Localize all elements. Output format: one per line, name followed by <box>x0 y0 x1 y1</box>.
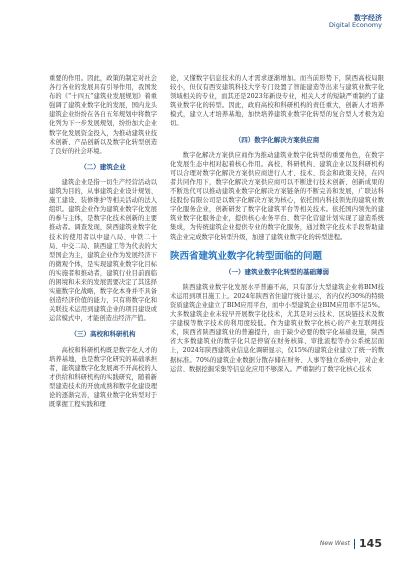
right-para-2: 数字化解决方案供应商作为推动建筑业数字化转型的重要角色，在数字化发展生态中相对起着核心作用。高校、科研机构、建筑企业以及科研机构可以合理对数字化解决方案供应商进行人才、技术、资金和政策支持，在四者共同作用下，数字化解决方案供应商可以不断进行技术创新、创新成果的不断迭代可以推动建筑业数字化解决方案链条的不断完善和发展，广联达科技股份有限公司是以数字化解决方案为核心，依托国内科技领先的建筑业数字化服务企业，创新研发了数字化建筑平台等相关技术。依托国内领先的建筑业数字化服务企业，提供核心业务平台、数字化营建计划实现了建造系统集成，为传统建筑企业提供专业的数字化服务，通过数字化技术手段帮助建筑企业完成数字化转型升级，加速了建筑业数字化的转型进程。 <box>170 151 384 241</box>
journal-name: New West <box>319 540 351 547</box>
left-para-3: 高校和科研机构既是数字化人才的培养基地，也是数字化研究的基础承担者，能筑建数字化发展离不开高校的人才供给和科研机构的实践研究，随着新型建造技术的开放成熟和数字化建设理论的逐渐完善，建筑业数字化转型对于既掌握工程实践和理 <box>49 346 157 409</box>
page-footer <box>320 537 382 550</box>
section-header-en: Digital Economy <box>328 21 382 30</box>
left-para-2: 建筑企业是指一切生产经营活动以建筑为目的，从事建筑企业设计规划、施工建设、装修维护等相关活动的法人组织。建筑企业作为建筑业数字化发展的参与主体，是数字化技术创新的主要推动者。调查发现，陕西建筑业数字化技术的使用者以中建八局、中铁二十局、中交二局、陕西建工等为代表的大型国企为主，建筑企业作为发展经济下的微观个体，是实现建筑业数字化目标的实施者和推动者，建筑行业目前面临的困境和未来的发展需要决定了其选择实施数字化战略，数字化本身并不具备创造经济价值的能力，只有将数字化和关联技术运用到建筑企业的项目建设或运营模式中，才能创造出经济产值。 <box>49 178 157 323</box>
footer-divider <box>354 539 355 549</box>
left-column <box>49 74 157 409</box>
section-header <box>329 14 382 30</box>
right-column <box>170 74 384 374</box>
page-number: 145 <box>359 537 382 550</box>
subheading-universities: （三）高校和科研机构 <box>70 330 136 339</box>
section-title-problems: 陕西省建筑业数字化转型面临的问题 <box>170 250 323 262</box>
subheading-solution-providers: （四）数字化解决方案供应商 <box>234 135 320 144</box>
subheading-weak-foundation: （一）建筑业数字化转型的基础薄弱 <box>225 267 329 276</box>
right-para-3: 陕西建筑业数字化发展水平普遍不高，只有部分大型建筑企业将BIM技术运用到项目施工上。2024年陕西省住建厅统计显示，省内仅约30%的特级资质建筑企业建立了BIM应用平台，而中小型建筑企业BIM应用率不足5%。大多数建筑企业未较早开展数字化技术，尤其是对云技术、区块链技术及数字建模等数字技术的利用度较低。作为建筑业数字化核心的产业互联网技术，陕西省陕西建筑业的普遍提升，由于缺少必要的数字化基础设施，陕西省大多数建筑业的数字化只是停留在财务核算、审批流程等办公系统层面上，2024年陕西建筑业信息化调研显示，仅15%的建筑企业建立了统一的数据标准。70%的建筑企业数据分散存储在财务、人事等独立系统中，对企业运营、数据挖掘采集等信息化应用不够深入。严重制约了数字化核心技术 <box>170 283 384 373</box>
left-para-1: 重要的作用。因此，政策的制定对社会各行各业的发展具有引导作用，我国发布的《“十四五”建筑业发展规划》着重强调了建筑业数字化的发展，国内龙头建筑企业纷纷在各自五年规划中将数字化列为下一步发展规划，纷纷加大企业数字化发展资金投入，为推动建筑业技术创新、产品创新以及数字化转型创造了良好的社会环境。 <box>49 75 157 155</box>
right-para-1: 论，又懂数字信息技术的人才需求逐渐增加。而当前形势下，陕西高校局限较小，但仅有西安建筑科技大学专门设置了智能建造等出来与建筑业数字化领域相关的专业，而其还是2023年新设专业，相关人才的短缺严重制约了建筑业数字化的转型。因此，政府高校和科研机构的责任重大，创新人才培养模式，建立人才培养基地，加快培养建筑业数字化转型的复合型人才极为迫切。 <box>170 75 384 128</box>
subheading-construction-enterprises: （二）建筑企业 <box>80 162 126 171</box>
section-header-cn: 数字经济 <box>354 14 382 22</box>
